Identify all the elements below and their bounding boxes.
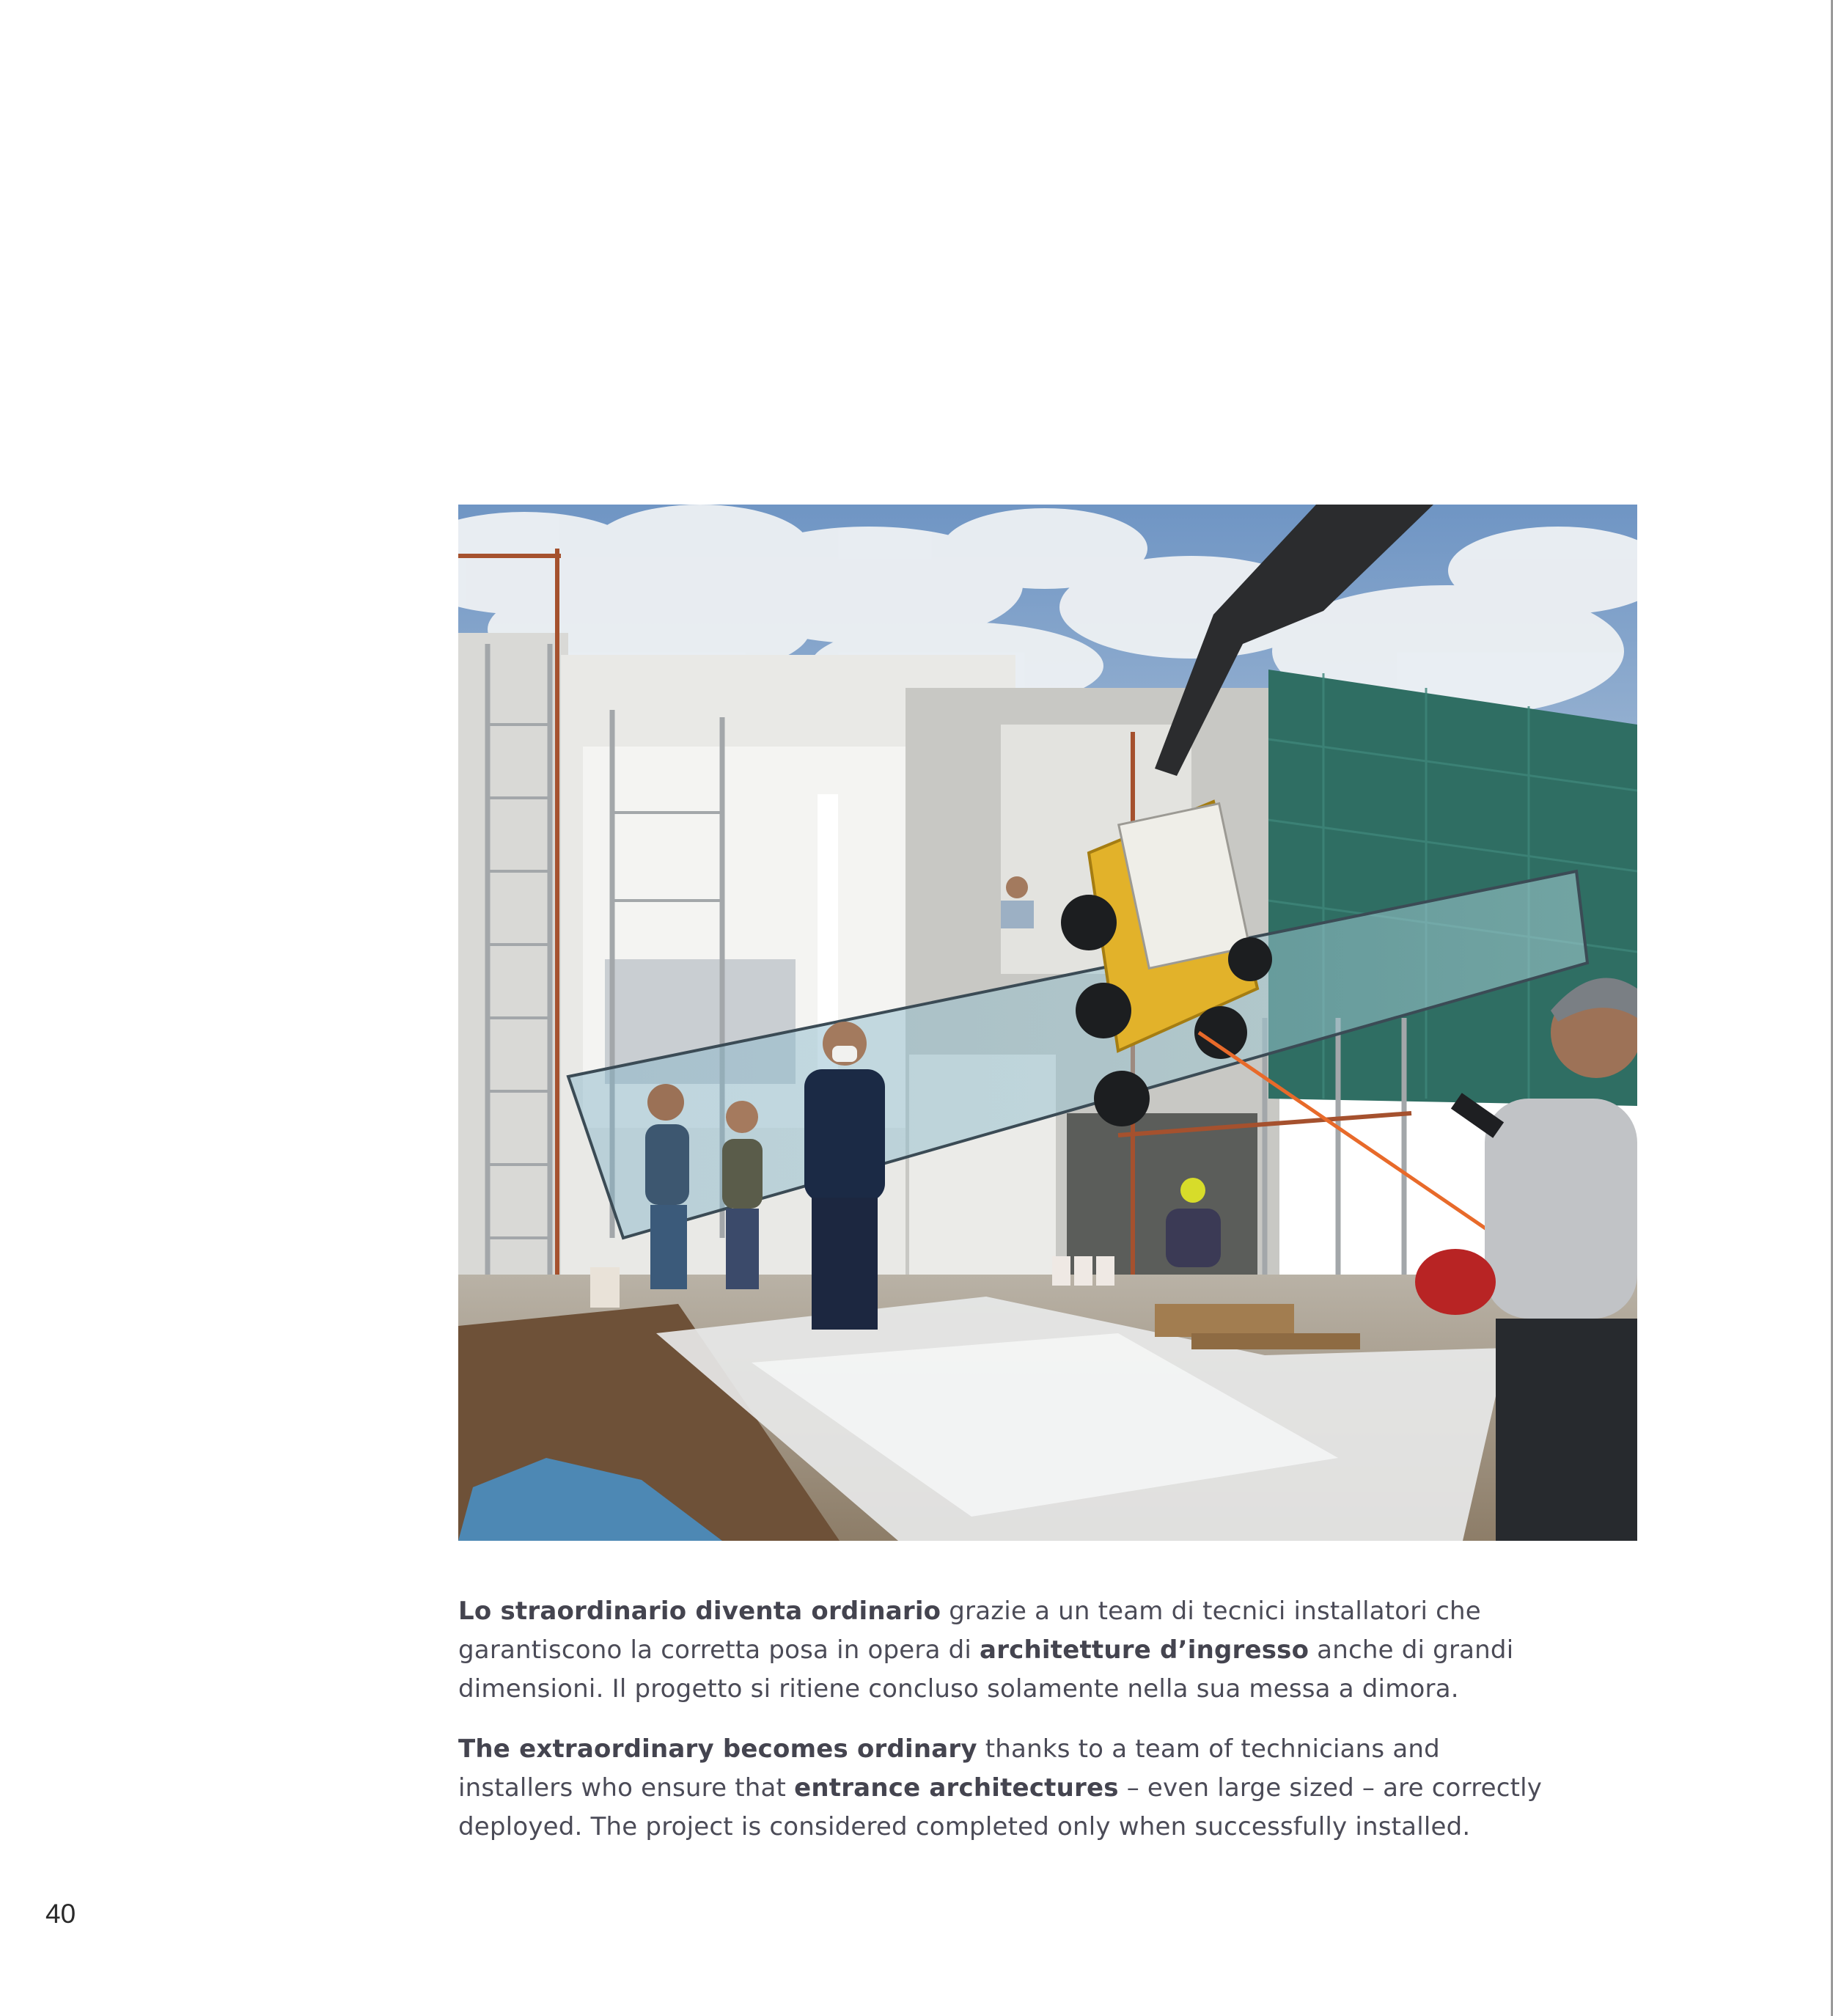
caption-en-bold-keyword: entrance architectures (794, 1773, 1119, 1803)
caption-it-text-2: anche di grandi dimensioni. Il progetto si ritiene concluso solamente nella sua messa a dimora. (458, 1635, 1514, 1704)
page-number: 40 (45, 1899, 76, 1929)
caption-english (458, 1730, 1558, 1847)
caption-it-bold-lead: Lo straordinario diventa ordinario (458, 1597, 941, 1626)
caption-it-text-1: grazie a un team di tecnici installatori che garantiscono la corretta posa in opera di (458, 1597, 1481, 1665)
construction-site-photo (458, 505, 1637, 1541)
caption-en-text-1: thanks to a team of technicians and installers who ensure that (458, 1734, 1440, 1803)
caption-en-bold-lead: The extraordinary becomes ordinary (458, 1734, 977, 1764)
caption-en-text-2: – even large sized – are correctly deployed. The project is considered completed only when successfully installed. (458, 1773, 1543, 1841)
photo-illustration (458, 505, 1637, 1541)
caption-italian (458, 1592, 1558, 1709)
caption-it-bold-keyword: architetture d’ingresso (980, 1635, 1309, 1665)
